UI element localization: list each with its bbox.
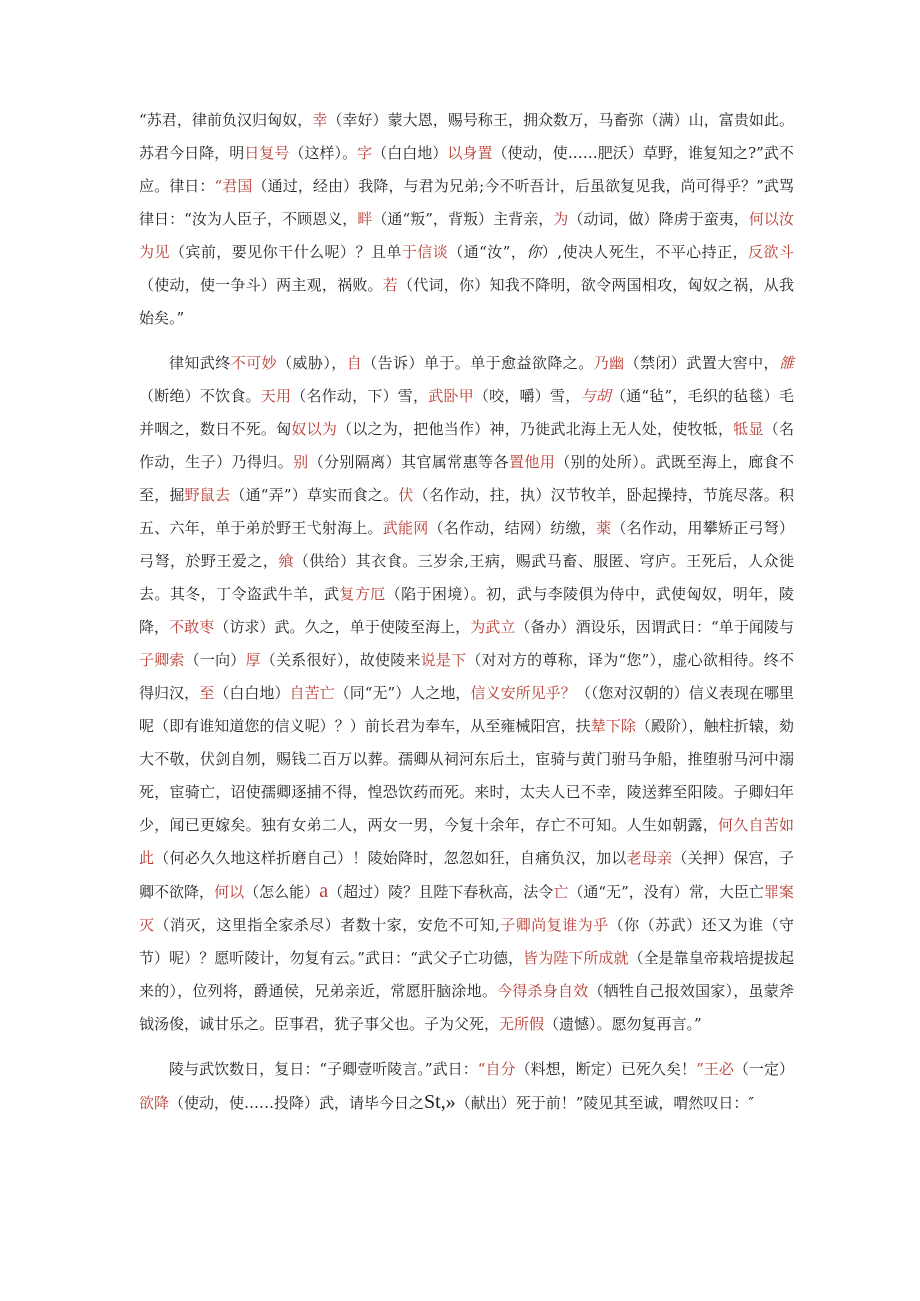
- annotated-term: 畔: [357, 210, 373, 228]
- body-text: （一定）: [733, 1060, 794, 1078]
- body-text: （分别隔离）其官属常惠等各: [308, 453, 509, 471]
- paragraph: [139, 1053, 794, 1120]
- body-text: （名作动，结网）纺缴，: [428, 519, 597, 537]
- body-text: （通“弄”）草实而食之。: [230, 486, 399, 504]
- annotated-term: 不可妙: [230, 354, 278, 372]
- annotated-term: 辇下除: [590, 717, 636, 735]
- body-text: （通“叛”，背叛）主背亲，: [372, 210, 554, 228]
- body-text: （咬，嚼）雪，: [473, 387, 581, 405]
- body-text: （殿阶），触柱折辕，劾大不敬，伏剑自刎，赐钱二百万以葬。孺卿从祠河东后土，宦骑与黄门驸马争船，推堕驸马河中溺死，宦骑亡，诏使孺卿逐捕不得，惶恐饮药而死。来时，太夫人已不幸，陵送葬至阳陵。子卿妇年少，闻已更嫁矣。独有女弟二人，两女一男，今复十余年，存亡不可知。人生如朝露，: [139, 717, 794, 834]
- body-text: （使动，使一争斗）两主观，祸败。: [139, 276, 383, 294]
- body-text: （供给）其衣食。三岁余,王病，赐武马畜、服匿、穹庐。王死后，人众徙去。其冬，丁令盗武牛羊，武: [139, 552, 794, 603]
- body-text: （禁闭）武置大窖中，: [624, 354, 779, 372]
- annotated-term: 亡: [553, 883, 569, 901]
- annotated-term: 不敢枣: [169, 618, 215, 636]
- body-text: （名作动，下）雪，: [291, 387, 429, 405]
- annotated-term: 今得杀身自效: [497, 982, 589, 1000]
- annotated-term: 复方厄: [339, 585, 386, 603]
- body-text: （白白地）: [372, 144, 448, 162]
- annotated-term: “君国: [214, 177, 253, 195]
- annotated-term: 武卧甲: [428, 387, 474, 405]
- annotated-term: 何以汝为见: [139, 210, 794, 261]
- annotated-term: 以身置: [447, 144, 493, 162]
- paragraph: [139, 347, 794, 1041]
- annotated-term: 子卿尚复谁为乎: [499, 916, 609, 934]
- body-text: （断绝）不饮食。: [139, 387, 261, 405]
- body-text: 陵与武饮数日，复日：“子卿壹听陵言。”武日：: [169, 1060, 478, 1078]
- body-text: （遗憾）。愿勿复再言。”: [544, 1015, 702, 1033]
- annotated-term: 奴以为: [291, 420, 338, 438]
- body-text: （宾前，要见你干什么呢）？且单: [169, 243, 402, 261]
- annotated-term: a: [319, 880, 329, 902]
- annotated-term: 反欲斗: [748, 243, 794, 261]
- body-text: （料想，断定）已死久矣！: [515, 1060, 697, 1078]
- body-text: （关系很好），故使陵来: [260, 651, 421, 669]
- annotated-term: 乃幽: [593, 354, 625, 372]
- body-text: （威胁），: [277, 354, 347, 372]
- body-text: （献出）死于前！”陵见其至诚，喟然叹日：″: [455, 1094, 754, 1112]
- body-text: （以之为，把他当作）神，乃徙武北海上无人处，使牧牴，: [337, 420, 734, 438]
- body-text: “苏君，律前负汉归匈奴，: [139, 111, 313, 129]
- body-text: （对对方的尊称，译为“您”），虚心欲相待。终不得归汉，: [139, 651, 794, 702]
- annotated-term: 武能网: [382, 519, 429, 537]
- annotated-term: 字: [357, 144, 373, 162]
- annotated-term: 何以: [214, 883, 245, 901]
- body-text: （关押）保宫，子卿不欲降，: [139, 849, 794, 901]
- annotated-term: 子卿索: [139, 651, 185, 669]
- annotated-term: 幸: [312, 111, 328, 129]
- annotated-term: “自分: [477, 1060, 516, 1078]
- annotated-term: 若: [382, 276, 399, 294]
- annotated-term: 置他用: [508, 453, 556, 471]
- body-text: （动词，做）降虏于蛮夷，: [568, 210, 749, 228]
- body-text: （名作动，生子）乃得归。: [139, 420, 794, 471]
- body-text: （（您对汉朝的）信义表现在哪里呢（即有谁知道您的信义呢）？）前长君为奉车，从至雍械阳宫，扶: [139, 684, 794, 735]
- annotated-term: 牴显: [733, 420, 764, 438]
- annotated-term: 伏: [398, 486, 414, 504]
- body-text: （一向）: [184, 651, 246, 669]
- body-text: （通“无”，没有）常，大臣亡: [568, 883, 764, 901]
- body-text: 你: [526, 243, 542, 261]
- annotated-term: 野鼠去: [184, 486, 231, 504]
- annotated-term: 与胡: [580, 387, 611, 405]
- document-body: [139, 104, 794, 1120]
- annotated-term: 为武立: [470, 618, 516, 636]
- annotated-term: ”王必: [696, 1060, 734, 1078]
- annotated-term: 至: [199, 684, 215, 702]
- body-text: （使动，使……投降）武，请毕今日之: [169, 1094, 425, 1112]
- annotated-term: 飨: [278, 552, 294, 570]
- body-text: （超过）陵？且陛下春秋高，法令: [328, 883, 554, 901]
- body-text: （通过，经由）我降，与君为兄弟;今不听吾计，后虽欲复见我，尚可得乎？”武骂律日：“汝为人臣子，不顾恩义，: [139, 177, 794, 228]
- body-text: （陷于困境）。初，武与李陵俱为侍中，武使匈奴，明年，陵降，: [139, 585, 794, 636]
- body-text: ）,使决人死生，不平心持正，: [541, 243, 749, 261]
- body-text: （备办）酒设乐，因谓武日：“单于闻陵与: [515, 618, 794, 636]
- body-text: （全是靠皇帝栽培提拔起来的），位列将，爵通侯，兄弟亲近，常愿肝脑涂地。: [139, 949, 794, 1000]
- annotated-term: 无所假: [499, 1015, 545, 1033]
- annotated-term: 信义安所见乎？: [470, 684, 576, 702]
- body-text: （消灭，这里指全家杀尽）者数十家，安危不可知,: [154, 916, 500, 934]
- annotated-term: 罪案灭: [139, 883, 794, 934]
- body-text: （何必久久地这样折磨自己）！陵始降时，忽忽如狂，自痛负汉，加以: [154, 849, 627, 867]
- annotated-term: 雒: [778, 354, 794, 372]
- body-text: （名作动，拄，执）汉节牧羊，卧起操持，节旄尽落。积五、六年，单于弟於野王弋射海上。: [139, 486, 794, 537]
- body-text: （这样）。: [289, 144, 358, 162]
- annotated-term: 自: [346, 354, 363, 372]
- body-text: （名作动，用攀矫正弓弩）弓弩，於野王爱之，: [139, 519, 794, 570]
- annotated-term: 为: [553, 210, 569, 228]
- body-text: （你（苏武）还又为谁（守节）呢）？愿听陵计，勿复有云。”武日：“武父子亡功德，: [139, 916, 794, 967]
- body-text: （使动，使……肥沃）草野，谁复知之?”武不应。律日：: [139, 144, 794, 195]
- body-text: （幸好）蒙大恩，赐号称王，拥众数万，马畜弥（满）山，富贵如此。苏君今日降，明: [139, 111, 794, 162]
- body-text: （别的处所）。武既至海上，廊食不至，掘: [139, 453, 794, 504]
- body-text: St,»: [424, 1091, 456, 1113]
- annotated-term: 厚: [245, 651, 261, 669]
- body-text: （牺牲自己报效国家），虽蒙斧钺汤俊，诚甘乐之。臣事君，犹子事父也。子为父死，: [139, 982, 794, 1033]
- annotated-term: 于信谈: [401, 243, 449, 261]
- annotated-term: 皆为陛下所成就: [523, 949, 629, 967]
- body-text: （同“无”）人之地，: [334, 684, 471, 702]
- body-text: （白白地）: [214, 684, 290, 702]
- annotated-term: 何久自苦如此: [139, 816, 794, 867]
- body-text: 律知武终: [169, 354, 231, 372]
- body-text: （告诉）单于。单于愈益欲降之。: [362, 354, 594, 372]
- body-text: （访求）武。久之，单于使陵至海上，: [214, 618, 471, 636]
- annotated-term: 说是下: [420, 651, 467, 669]
- annotated-term: 老母亲: [626, 849, 673, 867]
- body-text: （怎么能）: [244, 883, 320, 901]
- body-text: （代词，你）知我不降明，欲令两国相攻，匈奴之祸，从我始矣。”: [139, 276, 794, 327]
- annotated-term: 别: [293, 453, 309, 471]
- annotated-term: 欲降: [139, 1094, 170, 1112]
- annotated-term: 日复号: [244, 144, 290, 162]
- annotated-term: 自苦亡: [289, 684, 335, 702]
- annotated-term: 薬: [596, 519, 612, 537]
- body-text: （通“毡”，毛织的毡毯）毛并咽之，数日不死。匈: [139, 387, 794, 438]
- paragraph: [139, 104, 794, 335]
- body-text: （通“汝”，: [448, 243, 527, 261]
- annotated-term: 天用: [260, 387, 292, 405]
